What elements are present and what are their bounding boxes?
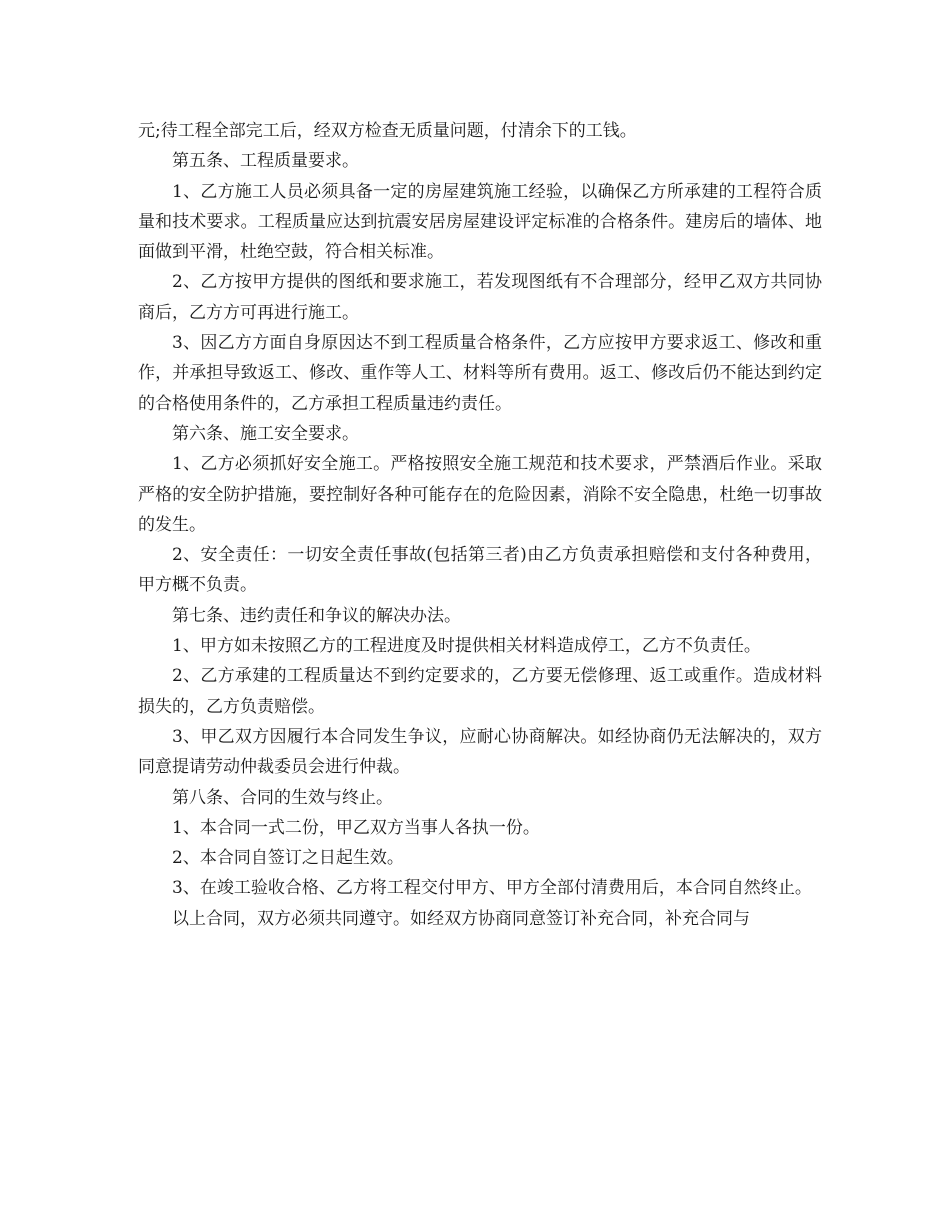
paragraph-article-5-item-2: 2、乙方按甲方提供的图纸和要求施工，若发现图纸有不合理部分，经甲乙双方共同协商后，乙方方可再进行施工。 xyxy=(138,272,822,323)
paragraph-article-6-item-1: 1、乙方必须抓好安全施工。严格按照安全施工规范和技术要求，严禁酒后作业。采取严格的安全防护措施，要控制好各种可能存在的危险因素，消除不安全隐患，杜绝一切事故的发生。 xyxy=(138,454,822,535)
paragraph-payment-continuation: 元;待工程全部完工后，经双方检查无质量问题，付清余下的工钱。 xyxy=(138,121,637,141)
paragraph-article-8-item-3: 3、在竣工验收合格、乙方将工程交付甲方、甲方全部付清费用后，本合同自然终止。 xyxy=(172,878,812,899)
heading-article-6: 第六条、施工安全要求。 xyxy=(172,423,359,444)
paragraph-closing: 以上合同，双方必须共同遵守。如经双方协商同意签订补充合同，补充合同与 xyxy=(172,908,750,929)
paragraph-article-8-item-2: 2、本合同自签订之日起生效。 xyxy=(172,848,404,869)
paragraph-article-5-item-3: 3、因乙方方面自身原因达不到工程质量合格条件，乙方应按甲方要求返工、修改和重作，并承担导致返工、修改、重作等人工、材料等所有费用。返工、修改后仍不能达到约定的合格使用条件的，乙方承担工程质量违约责任。 xyxy=(138,333,822,414)
paragraph-article-8-item-1: 1、本合同一式二份，甲乙双方当事人各执一份。 xyxy=(172,817,540,838)
paragraph-article-6-item-2: 2、安全责任：一切安全责任事故(包括第三者)由乙方负责承担赔偿和支付各种费用，甲方概不负责。 xyxy=(138,545,822,596)
heading-article-7: 第七条、违约责任和争议的解决办法。 xyxy=(172,605,461,626)
heading-article-8: 第八条、合同的生效与终止。 xyxy=(172,787,393,808)
paragraph-article-7-item-3: 3、甲乙双方因履行本合同发生争议，应耐心协商解决。如经协商仍无法解决的，双方同意提请劳动仲裁委员会进行仲裁。 xyxy=(138,726,822,778)
heading-article-5: 第五条、工程质量要求。 xyxy=(172,151,359,172)
contract-body xyxy=(138,116,822,934)
paragraph-article-7-item-1: 1、甲方如未按照乙方的工程进度及时提供相关材料造成停工，乙方不负责任。 xyxy=(172,636,761,657)
paragraph-article-7-item-2: 2、乙方承建的工程质量达不到约定要求的，乙方要无偿修理、返工或重作。造成材料损失的，乙方负责赔偿。 xyxy=(138,666,822,717)
paragraph-article-5-item-1: 1、乙方施工人员必须具备一定的房屋建筑施工经验，以确保乙方所承建的工程符合质量和技术要求。工程质量应达到抗震安居房屋建设评定标准的合格条件。建房后的墙体、地面做到平滑，杜绝空鼓，符合相关标准。 xyxy=(138,181,822,263)
